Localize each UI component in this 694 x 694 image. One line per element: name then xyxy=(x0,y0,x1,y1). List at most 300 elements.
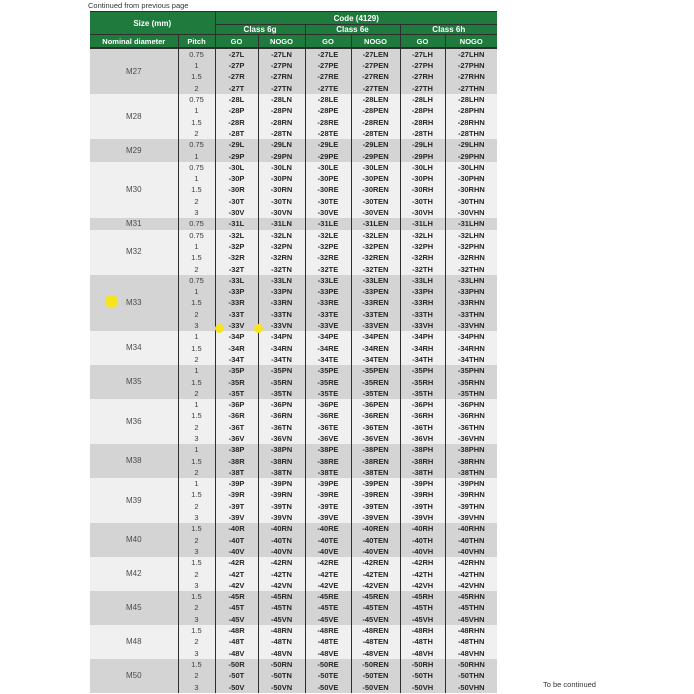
code-cell: -28P xyxy=(215,105,258,116)
code-cell: -35TN xyxy=(258,388,305,399)
pitch-cell: 2 xyxy=(178,309,215,320)
code-cell: -34RE xyxy=(305,343,351,354)
pitch-cell: 1.5 xyxy=(178,117,215,128)
code-cell: -36THN xyxy=(445,422,497,433)
code-cell: -32PHN xyxy=(445,241,497,252)
code-cell: -45VE xyxy=(305,614,351,625)
pitch-cell: 2 xyxy=(178,354,215,365)
code-cell: -30RH xyxy=(400,185,445,196)
table-row xyxy=(90,275,497,286)
code-cell: -30PHN xyxy=(445,173,497,184)
code-cell: -34RN xyxy=(258,343,305,354)
pitch-cell: 3 xyxy=(178,648,215,659)
table-row xyxy=(90,162,497,173)
code-cell: -29PE xyxy=(305,151,351,162)
code-cell: -30LHN xyxy=(445,162,497,173)
code-cell: -31LE xyxy=(305,218,351,229)
code-cell: -33L xyxy=(215,275,258,286)
header-class-6g: Class 6g xyxy=(215,25,305,35)
code-cell: -32TE xyxy=(305,264,351,275)
nominal-diameter-cell: M34 xyxy=(90,331,178,365)
code-cell: -32LEN xyxy=(351,230,400,241)
table-row xyxy=(90,523,497,534)
code-cell: -33VN xyxy=(258,320,305,331)
code-cell: -48THN xyxy=(445,636,497,647)
pitch-cell: 0.75 xyxy=(178,48,215,60)
code-cell: -28TEN xyxy=(351,128,400,139)
code-cell: -40RHN xyxy=(445,523,497,534)
code-cell: -48VE xyxy=(305,648,351,659)
pitch-cell: 3 xyxy=(178,580,215,591)
code-cell: -42TE xyxy=(305,569,351,580)
code-cell: -45TEN xyxy=(351,603,400,614)
code-cell: -27LN xyxy=(258,48,305,60)
to-be-continued-note: To be continued xyxy=(543,680,596,689)
code-cell: -50VN xyxy=(258,682,305,693)
code-cell: -42REN xyxy=(351,557,400,568)
pitch-cell: 3 xyxy=(178,614,215,625)
code-cell: -27RH xyxy=(400,72,445,83)
pitch-cell: 1 xyxy=(178,331,215,342)
code-cell: -29LHN xyxy=(445,139,497,150)
pitch-cell: 2 xyxy=(178,388,215,399)
code-cell: -40RH xyxy=(400,523,445,534)
code-cell: -35RN xyxy=(258,377,305,388)
code-cell: -33TN xyxy=(258,309,305,320)
code-cell: -28LHN xyxy=(445,94,497,105)
code-cell: -28RH xyxy=(400,117,445,128)
nominal-diameter-cell: M48 xyxy=(90,625,178,659)
pitch-cell: 0.75 xyxy=(178,94,215,105)
code-cell: -50THN xyxy=(445,670,497,681)
code-cell: -42V xyxy=(215,580,258,591)
code-cell: -48V xyxy=(215,648,258,659)
highlight-dot-nogo-33vn xyxy=(254,324,263,333)
code-cell: -33LHN xyxy=(445,275,497,286)
pitch-cell: 1.5 xyxy=(178,377,215,388)
code-cell: -33TEN xyxy=(351,309,400,320)
code-cell: -35PEN xyxy=(351,365,400,376)
header-go-6g: GO xyxy=(215,35,258,49)
code-cell: -32RE xyxy=(305,252,351,263)
pitch-cell: 3 xyxy=(178,433,215,444)
code-cell: -48RE xyxy=(305,625,351,636)
pitch-cell: 1.5 xyxy=(178,343,215,354)
code-cell: -38TH xyxy=(400,467,445,478)
pitch-cell: 3 xyxy=(178,682,215,693)
pitch-cell: 3 xyxy=(178,512,215,523)
table-row xyxy=(90,331,497,342)
header-code-4129: Code (4129) xyxy=(215,12,497,25)
code-cell: -45VN xyxy=(258,614,305,625)
code-cell: -36TN xyxy=(258,422,305,433)
code-cell: -38R xyxy=(215,456,258,467)
code-cell: -30THN xyxy=(445,196,497,207)
code-cell: -50T xyxy=(215,670,258,681)
code-cell: -48VN xyxy=(258,648,305,659)
pitch-cell: 1.5 xyxy=(178,591,215,602)
code-cell: -27PE xyxy=(305,60,351,71)
pitch-cell: 1.5 xyxy=(178,659,215,670)
code-cell: -39RN xyxy=(258,490,305,501)
code-cell: -45VH xyxy=(400,614,445,625)
code-cell: -45VEN xyxy=(351,614,400,625)
code-cell: -30LE xyxy=(305,162,351,173)
code-cell: -38TEN xyxy=(351,467,400,478)
nominal-diameter-cell: M31 xyxy=(90,218,178,229)
code-cell: -40VE xyxy=(305,546,351,557)
code-cell: -35PHN xyxy=(445,365,497,376)
code-cell: -50VHN xyxy=(445,682,497,693)
code-cell: -42VH xyxy=(400,580,445,591)
code-cell: -35TH xyxy=(400,388,445,399)
header-pitch: Pitch xyxy=(178,35,215,49)
code-cell: -33THN xyxy=(445,309,497,320)
pitch-cell: 1 xyxy=(178,60,215,71)
code-cell: -30R xyxy=(215,185,258,196)
code-cell: -39T xyxy=(215,501,258,512)
code-cell: -35PH xyxy=(400,365,445,376)
code-cell: -33RH xyxy=(400,298,445,309)
code-cell: -28T xyxy=(215,128,258,139)
code-cell: -32LH xyxy=(400,230,445,241)
code-cell: -31LHN xyxy=(445,218,497,229)
nominal-diameter-cell: M50 xyxy=(90,659,178,693)
table-row xyxy=(90,591,497,602)
code-cell: -36R xyxy=(215,411,258,422)
code-cell: -32TEN xyxy=(351,264,400,275)
nominal-diameter-cell: M35 xyxy=(90,365,178,399)
code-cell: -39PHN xyxy=(445,478,497,489)
code-cell: -27TE xyxy=(305,83,351,94)
code-cell: -42VHN xyxy=(445,580,497,591)
pitch-cell: 1.5 xyxy=(178,185,215,196)
code-cell: -33T xyxy=(215,309,258,320)
code-cell: -28L xyxy=(215,94,258,105)
code-cell: -32T xyxy=(215,264,258,275)
code-cell: -34PHN xyxy=(445,331,497,342)
code-cell: -30VHN xyxy=(445,207,497,218)
code-cell: -28RHN xyxy=(445,117,497,128)
code-cell: -38THN xyxy=(445,467,497,478)
code-cell: -30RN xyxy=(258,185,305,196)
code-cell: -38RHN xyxy=(445,456,497,467)
code-cell: -33PE xyxy=(305,286,351,297)
code-cell: -35REN xyxy=(351,377,400,388)
code-cell: -48REN xyxy=(351,625,400,636)
table-row xyxy=(90,478,497,489)
code-cell: -29PHN xyxy=(445,151,497,162)
code-cell: -42TN xyxy=(258,569,305,580)
code-cell: -27LE xyxy=(305,48,351,60)
code-cell: -30V xyxy=(215,207,258,218)
code-cell: -28R xyxy=(215,117,258,128)
code-cell: -34TH xyxy=(400,354,445,365)
code-cell: -29PH xyxy=(400,151,445,162)
code-cell: -27PH xyxy=(400,60,445,71)
code-cell: -30TE xyxy=(305,196,351,207)
code-cell: -40T xyxy=(215,535,258,546)
pitch-cell: 1.5 xyxy=(178,411,215,422)
code-cell: -36REN xyxy=(351,411,400,422)
code-cell: -48VEN xyxy=(351,648,400,659)
pitch-cell: 1 xyxy=(178,105,215,116)
code-cell: -40V xyxy=(215,546,258,557)
code-cell: -39TH xyxy=(400,501,445,512)
code-cell: -30RHN xyxy=(445,185,497,196)
code-cell: -32L xyxy=(215,230,258,241)
pitch-cell: 0.75 xyxy=(178,275,215,286)
table-row xyxy=(90,365,497,376)
code-cell: -36V xyxy=(215,433,258,444)
code-cell: -35PN xyxy=(258,365,305,376)
code-cell: -30LH xyxy=(400,162,445,173)
code-cell: -29P xyxy=(215,151,258,162)
code-cell: -38T xyxy=(215,467,258,478)
nominal-diameter-cell: M32 xyxy=(90,230,178,275)
code-cell: -38PN xyxy=(258,444,305,455)
code-cell: -35RE xyxy=(305,377,351,388)
code-cell: -33LEN xyxy=(351,275,400,286)
code-cell: -27L xyxy=(215,48,258,60)
code-cell: -42RHN xyxy=(445,557,497,568)
code-cell: -45REN xyxy=(351,591,400,602)
code-cell: -33P xyxy=(215,286,258,297)
code-cell: -36TH xyxy=(400,422,445,433)
code-cell: -28PHN xyxy=(445,105,497,116)
code-cell: -38PHN xyxy=(445,444,497,455)
code-cell: -50RHN xyxy=(445,659,497,670)
code-cell: -50R xyxy=(215,659,258,670)
table-row xyxy=(90,48,497,60)
code-cell: -45RH xyxy=(400,591,445,602)
code-cell: -48RH xyxy=(400,625,445,636)
header-go-6e: GO xyxy=(305,35,351,49)
code-cell: -35R xyxy=(215,377,258,388)
code-cell: -30VEN xyxy=(351,207,400,218)
code-cell: -30LEN xyxy=(351,162,400,173)
code-cell: -27RE xyxy=(305,72,351,83)
code-cell: -34TE xyxy=(305,354,351,365)
table-row xyxy=(90,218,497,229)
code-cell: -27P xyxy=(215,60,258,71)
pitch-cell: 3 xyxy=(178,320,215,331)
code-cell: -30L xyxy=(215,162,258,173)
code-cell: -45V xyxy=(215,614,258,625)
code-cell: -39RE xyxy=(305,490,351,501)
code-cell: -33LN xyxy=(258,275,305,286)
code-cell: -42VN xyxy=(258,580,305,591)
table-row xyxy=(90,230,497,241)
code-cell: -28PH xyxy=(400,105,445,116)
pitch-cell: 1.5 xyxy=(178,456,215,467)
pitch-cell: 0.75 xyxy=(178,218,215,229)
code-cell: -33VHN xyxy=(445,320,497,331)
pitch-cell: 2 xyxy=(178,535,215,546)
code-cell: -50TE xyxy=(305,670,351,681)
code-cell: -38TN xyxy=(258,467,305,478)
code-cell: -45TN xyxy=(258,603,305,614)
code-cell: -42TH xyxy=(400,569,445,580)
code-cell: -32RH xyxy=(400,252,445,263)
code-cell: -39PEN xyxy=(351,478,400,489)
code-cell: -34P xyxy=(215,331,258,342)
code-cell: -32TN xyxy=(258,264,305,275)
code-cell: -29LH xyxy=(400,139,445,150)
code-cell: -27REN xyxy=(351,72,400,83)
table-row xyxy=(90,625,497,636)
code-cell: -36PH xyxy=(400,399,445,410)
code-cell: -28RN xyxy=(258,117,305,128)
nominal-diameter-cell: M40 xyxy=(90,523,178,557)
code-cell: -31L xyxy=(215,218,258,229)
code-cell: -42RN xyxy=(258,557,305,568)
code-cell: -42T xyxy=(215,569,258,580)
code-cell: -39RH xyxy=(400,490,445,501)
pitch-cell: 1 xyxy=(178,365,215,376)
highlight-dot-go-33v xyxy=(215,324,224,333)
code-cell: -27R xyxy=(215,72,258,83)
code-cell: -50REN xyxy=(351,659,400,670)
code-cell: -38PE xyxy=(305,444,351,455)
code-cell: -34PEN xyxy=(351,331,400,342)
code-cell: -40REN xyxy=(351,523,400,534)
pitch-cell: 2 xyxy=(178,467,215,478)
code-cell: -38REN xyxy=(351,456,400,467)
code-cell: -39PE xyxy=(305,478,351,489)
header-go-6h: GO xyxy=(400,35,445,49)
pitch-cell: 3 xyxy=(178,546,215,557)
pitch-cell: 0.75 xyxy=(178,230,215,241)
code-cell: -35PE xyxy=(305,365,351,376)
code-cell: -35T xyxy=(215,388,258,399)
code-cell: -48VH xyxy=(400,648,445,659)
code-cell: -30LN xyxy=(258,162,305,173)
code-cell: -34RH xyxy=(400,343,445,354)
code-cell: -33VH xyxy=(400,320,445,331)
highlight-dot-m33 xyxy=(105,295,118,308)
code-cell: -39TE xyxy=(305,501,351,512)
code-cell: -28LN xyxy=(258,94,305,105)
pitch-cell: 1.5 xyxy=(178,490,215,501)
code-cell: -27RN xyxy=(258,72,305,83)
code-cell: -40TE xyxy=(305,535,351,546)
code-cell: -50RN xyxy=(258,659,305,670)
code-cell: -35RHN xyxy=(445,377,497,388)
code-cell: -35TE xyxy=(305,388,351,399)
code-cell: -30VH xyxy=(400,207,445,218)
code-cell: -39VHN xyxy=(445,512,497,523)
pitch-cell: 1 xyxy=(178,444,215,455)
code-cell: -34TEN xyxy=(351,354,400,365)
pitch-cell: 1.5 xyxy=(178,523,215,534)
code-cell: -42RH xyxy=(400,557,445,568)
code-cell: -40RE xyxy=(305,523,351,534)
code-cell: -45T xyxy=(215,603,258,614)
code-cell: -45R xyxy=(215,591,258,602)
code-cell: -28PE xyxy=(305,105,351,116)
code-cell: -27LH xyxy=(400,48,445,60)
header-class-6e: Class 6e xyxy=(305,25,400,35)
code-cell: -30T xyxy=(215,196,258,207)
nominal-diameter-cell: M27 xyxy=(90,48,178,94)
code-cell: -40VHN xyxy=(445,546,497,557)
pitch-cell: 1.5 xyxy=(178,252,215,263)
code-cell: -50VH xyxy=(400,682,445,693)
table-body xyxy=(90,48,497,693)
code-cell: -48RHN xyxy=(445,625,497,636)
code-cell: -36VH xyxy=(400,433,445,444)
code-cell: -40R xyxy=(215,523,258,534)
pitch-cell: 1 xyxy=(178,151,215,162)
code-cell: -28RE xyxy=(305,117,351,128)
code-cell: -50RH xyxy=(400,659,445,670)
code-cell: -32PN xyxy=(258,241,305,252)
code-cell: -33LE xyxy=(305,275,351,286)
code-cell: -30P xyxy=(215,173,258,184)
code-cell: -34TN xyxy=(258,354,305,365)
code-cell: -34R xyxy=(215,343,258,354)
code-cell: -33PH xyxy=(400,286,445,297)
code-cell: -38RN xyxy=(258,456,305,467)
code-cell: -28TH xyxy=(400,128,445,139)
code-cell: -48R xyxy=(215,625,258,636)
code-cell: -32PEN xyxy=(351,241,400,252)
code-cell: -36VEN xyxy=(351,433,400,444)
code-cell: -32THN xyxy=(445,264,497,275)
code-cell: -34RHN xyxy=(445,343,497,354)
code-cell: -36P xyxy=(215,399,258,410)
table-row xyxy=(90,444,497,455)
code-cell: -39V xyxy=(215,512,258,523)
code-cell: -50TEN xyxy=(351,670,400,681)
code-cell: -33RE xyxy=(305,298,351,309)
code-cell: -39TN xyxy=(258,501,305,512)
code-cell: -48TEN xyxy=(351,636,400,647)
code-cell: -30VN xyxy=(258,207,305,218)
code-cell: -34PE xyxy=(305,331,351,342)
code-cell: -42R xyxy=(215,557,258,568)
code-cell: -40VH xyxy=(400,546,445,557)
pitch-cell: 1 xyxy=(178,478,215,489)
code-cell: -39VH xyxy=(400,512,445,523)
code-cell: -31LH xyxy=(400,218,445,229)
pitch-cell: 0.75 xyxy=(178,162,215,173)
code-cell: -31LEN xyxy=(351,218,400,229)
code-cell: -45VHN xyxy=(445,614,497,625)
code-cell: -27RHN xyxy=(445,72,497,83)
code-cell: -36T xyxy=(215,422,258,433)
code-cell: -39REN xyxy=(351,490,400,501)
pitch-cell: 2 xyxy=(178,501,215,512)
code-cell: -30TEN xyxy=(351,196,400,207)
pitch-cell: 0.75 xyxy=(178,139,215,150)
code-cell: -28THN xyxy=(445,128,497,139)
code-cell: -39VEN xyxy=(351,512,400,523)
code-cell: -33R xyxy=(215,298,258,309)
header-class-6h: Class 6h xyxy=(400,25,497,35)
code-cell: -33PEN xyxy=(351,286,400,297)
code-cell: -30TH xyxy=(400,196,445,207)
code-cell: -28LH xyxy=(400,94,445,105)
code-cell: -45TH xyxy=(400,603,445,614)
code-cell: -33REN xyxy=(351,298,400,309)
code-cell: -33PN xyxy=(258,286,305,297)
pitch-cell: 1.5 xyxy=(178,557,215,568)
code-cell: -29PEN xyxy=(351,151,400,162)
code-cell: -32R xyxy=(215,252,258,263)
code-cell: -50TH xyxy=(400,670,445,681)
